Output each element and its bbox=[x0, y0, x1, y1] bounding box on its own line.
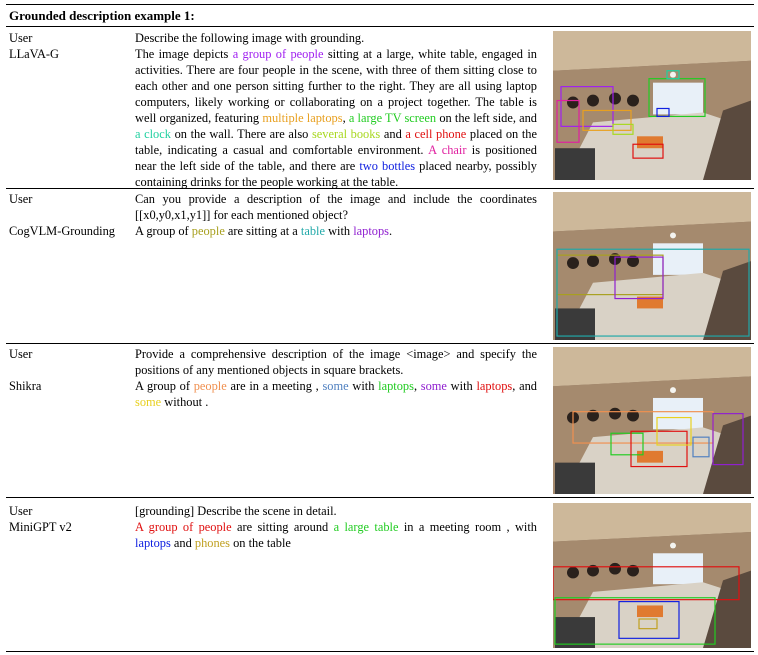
tv-screen bbox=[653, 553, 703, 584]
person-head bbox=[567, 257, 579, 269]
grounded-phrase: A chair bbox=[428, 143, 467, 157]
tv-screen bbox=[653, 243, 703, 275]
response-segment: on the wall. There are also bbox=[170, 127, 312, 141]
response-segment: A group of bbox=[135, 379, 194, 393]
response-segment: are sitting around bbox=[231, 520, 334, 534]
grounded-phrase: a clock bbox=[135, 127, 171, 141]
response-segment: . bbox=[389, 224, 393, 238]
grounded-phrase: multiple laptops bbox=[262, 111, 343, 125]
grounded-phrase: laptops bbox=[135, 536, 171, 550]
response-segment: , bbox=[413, 379, 421, 393]
role-model: Shikra bbox=[9, 379, 42, 393]
grounded-phrase: some bbox=[322, 379, 349, 393]
prompt-text: Describe the following image with grounding. bbox=[135, 31, 365, 45]
grounding-image bbox=[553, 31, 751, 180]
tv-screen bbox=[653, 83, 703, 115]
role-user: User bbox=[9, 31, 33, 45]
response-segment: on the left side, and bbox=[436, 111, 537, 125]
response-text bbox=[135, 223, 537, 239]
response-segment: with bbox=[324, 224, 354, 238]
grounded-phrase: laptops bbox=[353, 224, 389, 238]
dialogue bbox=[135, 30, 537, 190]
phone-case bbox=[637, 605, 663, 617]
meeting-room-photo bbox=[553, 347, 751, 494]
role-labels bbox=[9, 30, 59, 62]
tv-screen bbox=[653, 398, 703, 429]
role-user: User bbox=[9, 504, 33, 518]
grounded-phrase: a cell phone bbox=[405, 127, 467, 141]
response-segment: in a meeting room , with bbox=[398, 520, 537, 534]
person-head bbox=[609, 563, 621, 575]
response-segment: is positioned near the left side of the table, and there are bbox=[135, 143, 537, 173]
grounded-phrase: a large TV screen bbox=[348, 111, 437, 125]
response-segment: on the table bbox=[230, 536, 291, 550]
grounding-image bbox=[553, 503, 751, 648]
role-labels bbox=[9, 346, 41, 394]
response-segment: sitting at a large, white table, engaged in activities. There are four people in the scene, with three of them sitting close to each other and one person sitting further to the right. They are all using laptop computers, likely working or collaborating on a project together. The table is well organized, featuring bbox=[135, 47, 537, 125]
role-user: User bbox=[9, 192, 33, 206]
role-labels bbox=[9, 503, 72, 535]
role-model: MiniGPT v2 bbox=[9, 520, 72, 534]
prompt-text: Can you provide a description of the image and include the coordinates [[x0,y0,x1,y1]] for each mentioned object? bbox=[135, 192, 537, 222]
bottom-rule bbox=[6, 651, 754, 652]
chair bbox=[555, 463, 595, 494]
response-segment: , bbox=[342, 111, 349, 125]
prompt-text: [grounding] Describe the scene in detail. bbox=[135, 504, 337, 518]
role-labels bbox=[9, 191, 115, 239]
response-text bbox=[135, 46, 537, 190]
grounded-phrase: table bbox=[300, 224, 325, 238]
grounded-phrase: phones bbox=[194, 536, 230, 550]
response-segment: , and bbox=[512, 379, 537, 393]
example-row-llava-g bbox=[0, 28, 758, 188]
grounded-phrase: people bbox=[191, 224, 225, 238]
role-model: LLaVA-G bbox=[9, 47, 60, 61]
grounded-phrase: laptops bbox=[476, 379, 513, 393]
response-segment: and bbox=[170, 536, 195, 550]
wall-clock bbox=[670, 543, 676, 549]
prompt-text: Provide a comprehensive description of the image <image> and specify the positions of any mentioned objects in square brackets. bbox=[135, 347, 537, 377]
grounded-phrase: some bbox=[135, 395, 162, 409]
wall-clock bbox=[670, 387, 676, 393]
grounded-phrase: two bottles bbox=[359, 159, 416, 173]
phone-case bbox=[637, 136, 663, 148]
wall-clock bbox=[670, 232, 676, 238]
response-segment: with bbox=[348, 379, 379, 393]
dialogue bbox=[135, 191, 537, 239]
example-row-minigpt bbox=[0, 498, 758, 650]
chair bbox=[555, 617, 595, 648]
response-segment: placed on the table, indicating a casual and comfortable environment. bbox=[135, 127, 537, 157]
person-head bbox=[627, 95, 639, 107]
response-segment: placed nearby, possibly containing drinks for the people working at the table. bbox=[135, 159, 537, 189]
grounded-phrase: people bbox=[193, 379, 227, 393]
person-head bbox=[609, 93, 621, 105]
response-text bbox=[135, 519, 537, 551]
response-segment: are sitting at a bbox=[224, 224, 301, 238]
response-text bbox=[135, 378, 537, 410]
response-segment: and bbox=[380, 127, 406, 141]
response-segment: are in a meeting , bbox=[226, 379, 323, 393]
response-segment: The image depicts bbox=[135, 47, 233, 61]
header-rule bbox=[6, 26, 754, 27]
meeting-room-photo bbox=[553, 192, 751, 340]
grounded-phrase: laptops bbox=[378, 379, 414, 393]
top-rule bbox=[6, 4, 754, 5]
grounding-image bbox=[553, 192, 751, 340]
role-model: CogVLM-Grounding bbox=[9, 224, 116, 238]
response-segment: with bbox=[446, 379, 477, 393]
table-title: Grounded description example 1: bbox=[9, 8, 195, 23]
grounded-phrase: a large table bbox=[333, 520, 399, 534]
person-head bbox=[567, 97, 579, 109]
role-user: User bbox=[9, 347, 33, 361]
person-head bbox=[609, 408, 621, 420]
example-row-cogvlm bbox=[0, 189, 758, 343]
example-row-shikra bbox=[0, 344, 758, 494]
meeting-room-photo bbox=[553, 503, 751, 648]
person-head bbox=[587, 95, 599, 107]
wall-clock bbox=[670, 72, 676, 78]
grounded-phrase: A group of people bbox=[135, 520, 232, 534]
grounded-phrase: several books bbox=[311, 127, 381, 141]
person-head bbox=[567, 567, 579, 579]
chair bbox=[555, 308, 595, 340]
response-segment: A group of bbox=[135, 224, 192, 238]
dialogue bbox=[135, 346, 537, 410]
chair bbox=[555, 148, 595, 180]
grounded-phrase: a group of people bbox=[232, 47, 324, 61]
grounded-phrase: some bbox=[420, 379, 447, 393]
meeting-room-photo bbox=[553, 31, 751, 180]
person-head bbox=[587, 255, 599, 267]
phone-case bbox=[637, 451, 663, 463]
dialogue bbox=[135, 503, 537, 551]
response-segment: without . bbox=[161, 395, 209, 409]
grounding-image bbox=[553, 347, 751, 494]
